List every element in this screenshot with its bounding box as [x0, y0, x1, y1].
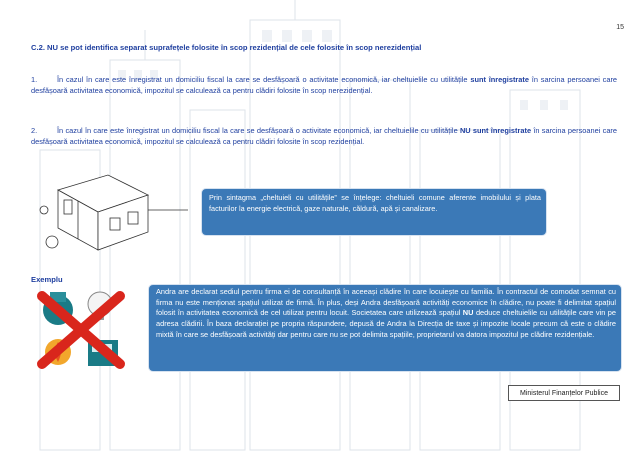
- footer-ministry-label: Ministerul Finanțelor Publice: [508, 385, 620, 401]
- example-box: [148, 284, 622, 372]
- house-plan-illustration: [38, 170, 188, 260]
- paragraph-2: [31, 126, 617, 147]
- utilities-definition-callout: Prin sintagma „cheltuieli cu utilitățile” se înțelege: cheltuieli comune aferente imobilului și plata facturilor la energie electrică, gaze naturale, căldură, apă și canalizare.: [201, 188, 547, 236]
- paragraph-1-bold: sunt înregistrate: [470, 75, 529, 84]
- paragraph-1-number: 1.: [31, 75, 38, 84]
- example-label: Exemplu: [31, 275, 63, 284]
- paragraph-2-number: 2.: [31, 126, 38, 135]
- paragraph-1: [31, 75, 617, 96]
- section-title: C.2. NU se pot identifica separat suprafețele folosite în scop rezidențial de cele folosite în scop nerezidențial: [31, 43, 422, 52]
- example-text-a: Andra are declarat sediul pentru firma ei de consultanță în aceeași clădire în care locuiește cu familia. În contractul de comodat semnat cu firma nu este menționat spațiul utilizat de firmă. În plus, deși Andra desfășoară activități economice în clădire, nu poate fi delimitat spațiul folosit în activitatea economică de cel utilizat pentru locuit. Societatea care utilizează spațiul: [156, 287, 616, 318]
- paragraph-2-text-b: în sarcina persoanei care desfășoară activitatea economică, impozitul se calculează ca pentru clădiri folosite în scop rezidențial.: [31, 126, 618, 146]
- utilities-crossed-icon: [28, 282, 138, 374]
- example-bold: NU: [462, 308, 474, 318]
- example-text-b: deduce cheltuielile cu utilitățile care vin pe adresa clădirii. În baza declarației pe propria răspundere, depusă de Andra la Direcția de taxe și impozite locale precum că este o clădire mixtă în care se desfășoară activități dar pentru care nu se pot delimita spațiile, proprietarul va datora impozitul pe clădire rezidențiale.: [156, 308, 616, 339]
- paragraph-2-text-a: În cazul în care este înregistrat un domiciliu fiscal la care se desfășoară o activitate economică, iar cheltuielile cu utilitățile: [57, 126, 460, 135]
- paragraph-1-text-a: În cazul în care este înregistrat un domiciliu fiscal la care se desfășoară o activitate economică, iar cheltuielile cu utilitățile: [57, 75, 471, 84]
- paragraph-2-bold: NU sunt înregistrate: [459, 126, 532, 135]
- paragraph-1-text-b: în sarcina persoanei care desfășoară activitatea economică, impozitul se calculează ca pentru clădiri folosite în scop nerezidențial.: [31, 75, 618, 95]
- page-number: 15: [616, 24, 624, 31]
